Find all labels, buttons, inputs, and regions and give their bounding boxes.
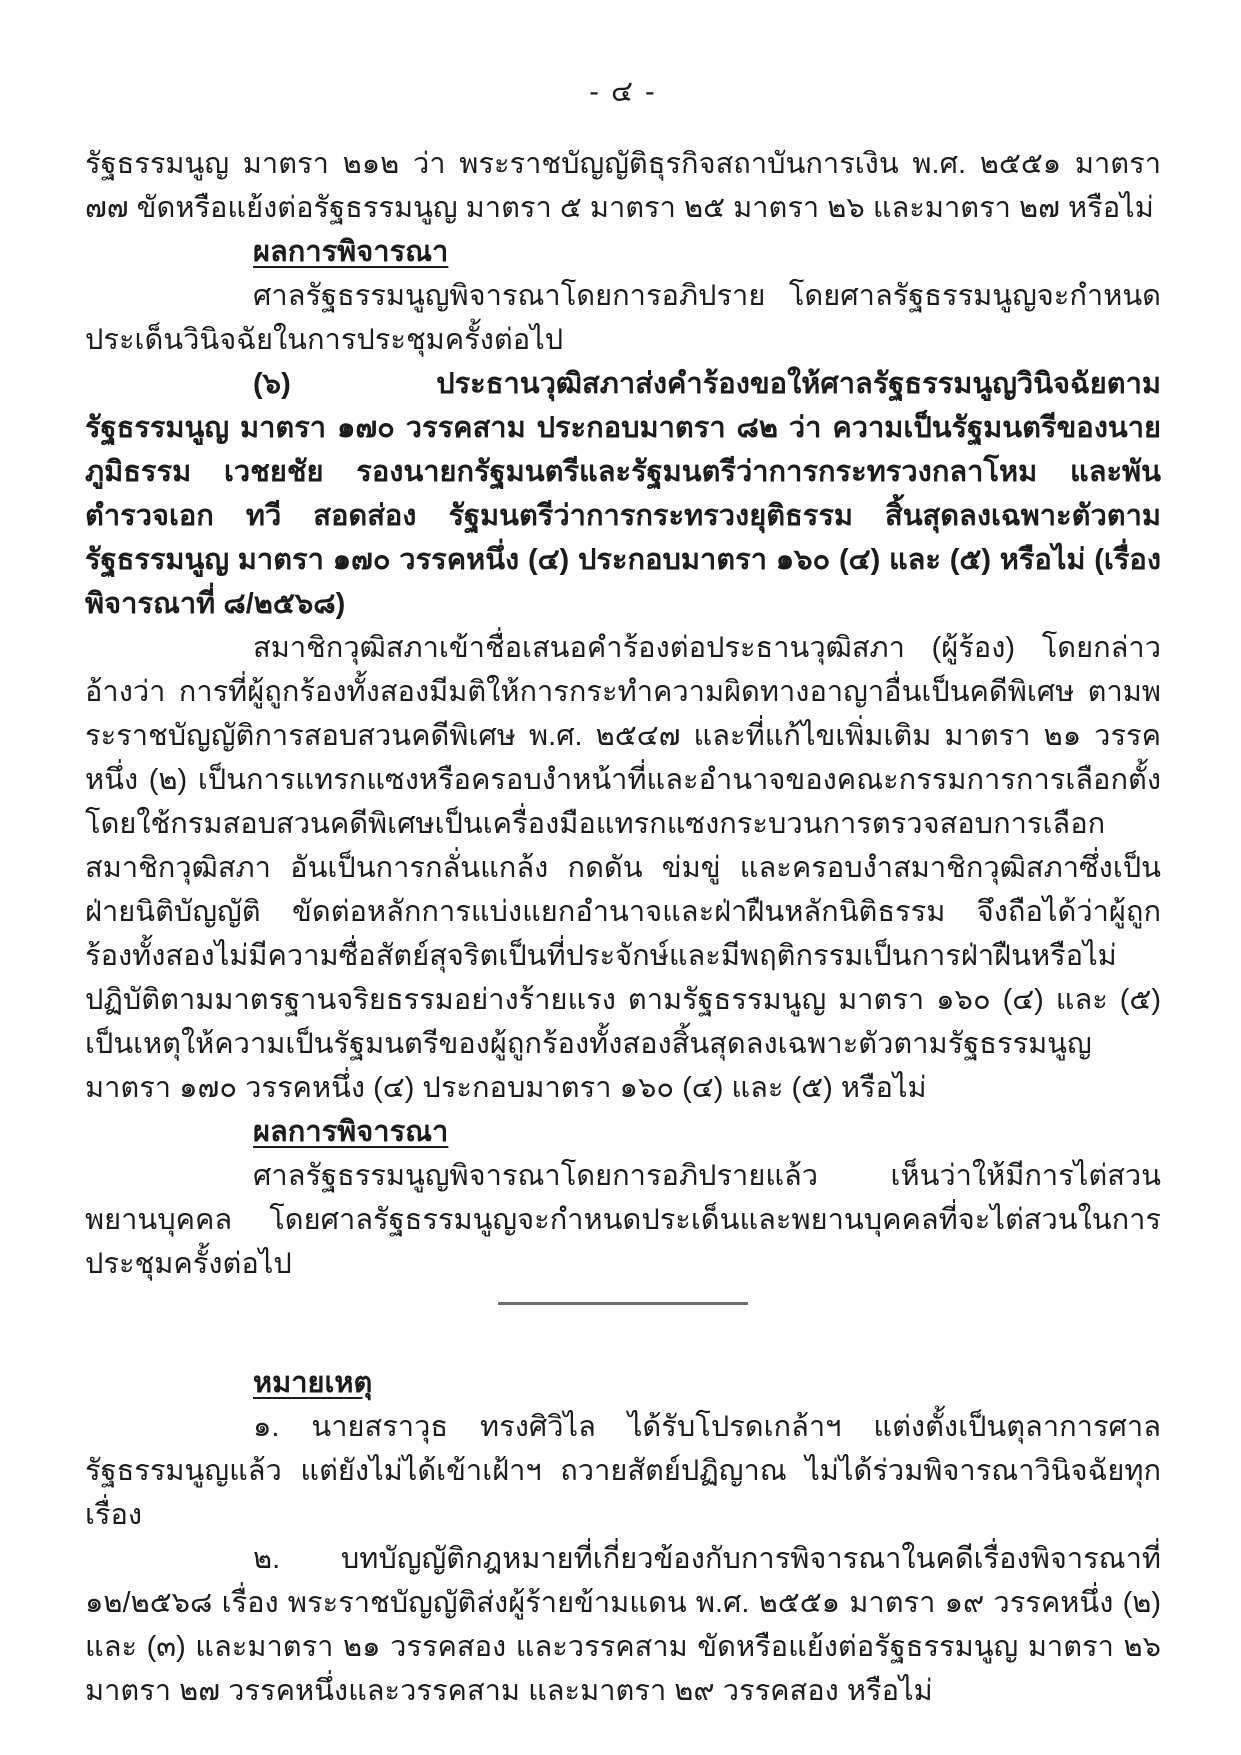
- result-heading-1: ผลการพิจารณา: [253, 236, 449, 268]
- note-item-2: ๒. บทบัญญัติกฎหมายที่เกี่ยวข้องกับการพิจารณาในคดีเรื่องพิจารณาที่ ๑๒/๒๕๖๘ เรื่อง พระราชบัญญัติส่งผู้ร้ายข้ามแดน พ.ศ. ๒๕๕๑ มาตรา ๑๙ วรรคหนึ่ง (๒) และ (๓) และมาตรา ๒๑ วรรคสอง และวรรคสาม ขัดหรือแย้งต่อรัฐธรรมนูญ มาตรา ๒๖ มาตรา ๒๗ วรรคหนึ่งและวรรคสาม และมาตรา ๒๙ วรรคสอง หรือไม่: [85, 1543, 1161, 1707]
- result-body-2: ศาลรัฐธรรมนูญพิจารณาโดยการอภิปรายแล้ว เห็นว่าให้มีการไต่สวนพยานบุคคล โดยศาลรัฐธรรมนูญจะกำหนดประเด็นและพยานบุคคลที่จะไต่สวนในการประชุมครั้งต่อไป: [85, 1160, 1161, 1280]
- intro-paragraph: รัฐธรรมนูญ มาตรา ๒๑๒ ว่า พระราชบัญญัติธุรกิจสถาบันการเงิน พ.ศ. ๒๕๕๑ มาตรา ๗๗ ขัดหรือแย้งต่อรัฐธรรมนูญ มาตรา ๕ มาตรา ๒๕ มาตรา ๒๖ และมาตรา ๒๗ หรือไม่: [85, 148, 1161, 224]
- notes-heading: หมายเหตุ: [253, 1367, 373, 1399]
- page-number: - ๔ -: [589, 76, 657, 108]
- section-divider: [498, 1302, 748, 1305]
- result-heading-2: ผลการพิจารณา: [253, 1116, 449, 1148]
- agenda-item-6-body: สมาชิกวุฒิสภาเข้าชื่อเสนอคำร้องต่อประธานวุฒิสภา (ผู้ร้อง) โดยกล่าวอ้างว่า การที่ผู้ถูกร้องทั้งสองมีมติให้การกระทำความผิดทางอาญาอื่นเป็นคดีพิเศษ ตามพระราชบัญญัติการสอบสวนคดีพิเศษ พ.ศ. ๒๕๔๗ และที่แก้ไขเพิ่มเติม มาตรา ๒๑ วรรคหนึ่ง (๒) เป็นการแทรกแซงหรือครอบงำหน้าที่และอำนาจของคณะกรรมการการเลือกตั้ง โดยใช้กรมสอบสวนคดีพิเศษเป็นเครื่องมือแทรกแซงกระบวนการตรวจสอบการเลือกสมาชิกวุฒิสภา อันเป็นการกลั่นแกล้ง กดดัน ข่มขู่ และครอบงำสมาชิกวุฒิสภาซึ่งเป็นฝ่ายนิติบัญญัติ ขัดต่อหลักการแบ่งแยกอำนาจและฝ่าฝืนหลักนิติธรรม จึงถือได้ว่าผู้ถูกร้องทั้งสองไม่มีความซื่อสัตย์สุจริตเป็นที่ประจักษ์และมีพฤติกรรมเป็นการฝ่าฝืนหรือไม่ปฏิบัติตามมาตรฐานจริยธรรมอย่างร้ายแรง ตามรัฐธรรมนูญ มาตรา ๑๖๐ (๔) และ (๕) เป็นเหตุให้ความเป็นรัฐมนตรีของผู้ถูกร้องทั้งสองสิ้นสุดลงเฉพาะตัวตามรัฐธรรมนูญ มาตรา ๑๗๐ วรรคหนึ่ง (๔) ประกอบมาตรา ๑๖๐ (๔) และ (๕) หรือไม่: [85, 632, 1161, 1104]
- note-item-1: ๑. นายสราวุธ ทรงศิวิไล ได้รับโปรดเกล้าฯ แต่งตั้งเป็นตุลาการศาลรัฐธรรมนูญแล้ว แต่ยังไม่ได้เข้าเฝ้าฯ ถวายสัตย์ปฏิญาณ ไม่ได้ร่วมพิจารณาวินิจฉัยทุกเรื่อง: [85, 1411, 1161, 1531]
- agenda-item-6-heading: (๖) ประธานวุฒิสภาส่งคำร้องขอให้ศาลรัฐธรรมนูญวินิจฉัยตามรัฐธรรมนูญ มาตรา ๑๗๐ วรรคสาม ประกอบมาตรา ๘๒ ว่า ความเป็นรัฐมนตรีของนายภูมิธรรม เวชยชัย รองนายกรัฐมนตรีและรัฐมนตรีว่าการกระทรวงกลาโหม และพันตำรวจเอก ทวี สอดส่อง รัฐมนตรีว่าการกระทรวงยุติธรรม สิ้นสุดลงเฉพาะตัวตามรัฐธรรมนูญ มาตรา ๑๗๐ วรรคหนึ่ง (๔) ประกอบมาตรา ๑๖๐ (๔) และ (๕) หรือไม่ (เรื่องพิจารณาที่ ๘/๒๕๖๘): [85, 368, 1161, 620]
- result-body-1: ศาลรัฐธรรมนูญพิจารณาโดยการอภิปราย โดยศาลรัฐธรรมนูญจะกำหนดประเด็นวินิจฉัยในการประชุมครั้งต่อไป: [85, 280, 1161, 356]
